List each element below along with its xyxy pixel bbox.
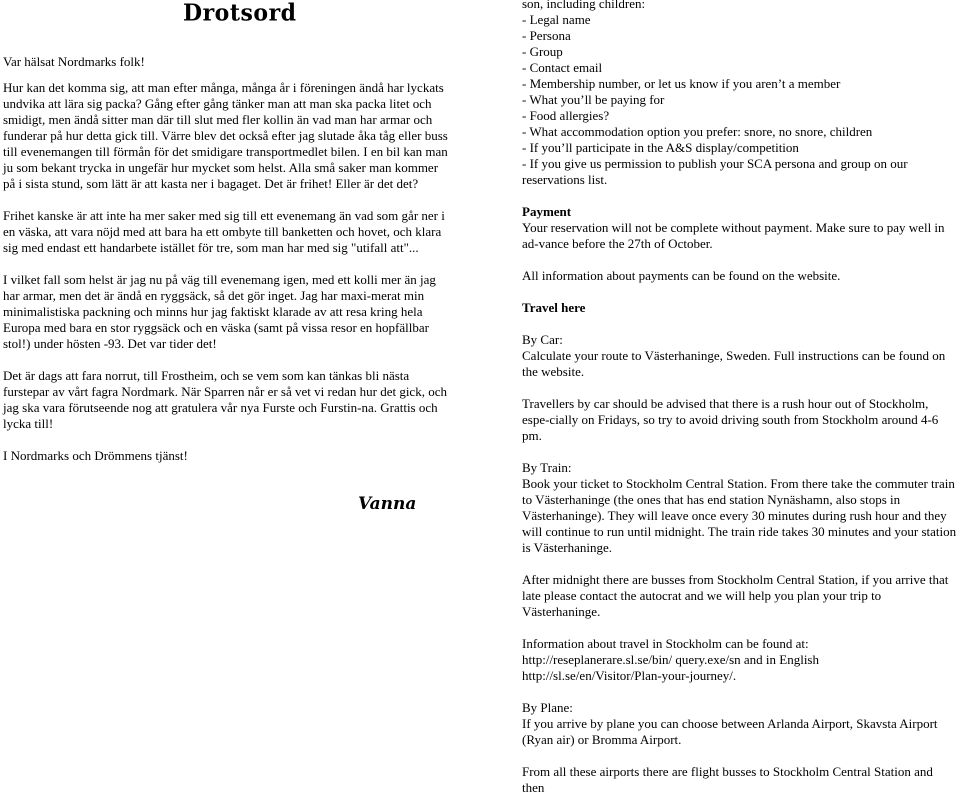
right-column-text: [522, 0, 958, 812]
plane-more: From all these airports there are flight busses to Stockholm Central Station and then: [522, 764, 933, 795]
paragraph: I Nordmarks och Drömmens tjänst!: [3, 448, 188, 463]
requirement-list: [522, 12, 958, 188]
list-item: - Contact email: [522, 60, 603, 75]
car-text: Calculate your route to Västerhaninge, Sweden. Full instructions can be found on the website.: [522, 348, 946, 379]
plane-heading: By Plane:: [522, 700, 573, 715]
list-item: - Legal name: [522, 12, 591, 27]
signature: Vanna: [358, 494, 417, 514]
travel-info: Information about travel in Stockholm can be found at: http://reseplanerare.sl.se/bin/ query.exe/sn and in English http://sl.se/en/Visitor/Plan-your-journey/.: [522, 636, 819, 683]
night-text: After midnight there are busses from Stockholm Central Station, if you arrive that late please contact the autocrat and we will help you plan your trip to Västerhaninge.: [522, 572, 949, 619]
car-heading: By Car:: [522, 332, 563, 347]
list-item: - Group: [522, 44, 563, 59]
paragraph: Frihet kanske är att inte ha mer saker med sig till ett evenemang än vad som går ner i en väska, att vara nöjd med att bara ha ett ombyte till banketten och hovet, och klara sig med endast ett handarbete istället för tre, som man har med sig "utifall att"...: [3, 208, 445, 255]
list-item: - What accommodation option you prefer: snore, no snore, children: [522, 124, 873, 139]
paragraph: Hur kan det komma sig, att man efter många, många år i föreningen ändå har lyckats undvika att lära sig packa? Gång efter gång tänker man att man ska packa litet och smidigt, men ändå sitter man där till slut med fler kollin än vad man har armar och funderar på hur detta gick till. Värre blev det också efter jag slutade åka tåg eller buss till evenemangen till förmån för det smidigare transportmedlet bilen. I en bil kan man ju som bekant trycka in ungefär hur mycket som helst. Alla små saker man kommer på i sista stund, som lätt är att kasta ner i bagaget. Det är frihet! Eller är det det?: [3, 80, 448, 191]
paragraph: I vilket fall som helst är jag nu på väg till evenemang igen, med ett kolli mer än jag har armar, men det är ändå en ryggsäck, så det gör inget. Jag har maxi-merat min minimalistiska packning och minns hur jag faktiskt klarade av att resa kring hela Europa med bara en stor ryggsäck och en väska (samt på vissa resor en hopfällbar stol!) under hösten -93. Det var tider det!: [3, 272, 436, 351]
list-item: - If you give us permission to publish your SCA persona and group on our reservations list.: [522, 156, 908, 187]
list-item: - Food allergies?: [522, 108, 610, 123]
intro: son, including children:: [522, 0, 646, 11]
left-column-text: [3, 80, 453, 480]
train-heading: By Train:: [522, 460, 572, 475]
list-item: - What you’ll be paying for: [522, 92, 665, 107]
list-item: - Membership number, or let us know if you aren’t a member: [522, 76, 841, 91]
train-text: Book your ticket to Stockholm Central Station. From there take the commuter train to Västerhaninge (the ones that has end station Nynäshamn, also stops in Västerhaninge). They will leave once every 30 minutes during rush hour and they will continue to run until midnight. The train ride takes 30 minutes and your station is Västerhaninge.: [522, 476, 957, 555]
paragraph: Det är dags att fara norrut, till Frostheim, och se vem som kan tänkas bli nästa furstepar av vårt fagra Nordmark. När Sparren når er så vet vi redan hur det gick, och jag ska vara förutseende nog att gratulera vår nya Furste och Furstin-na. Grattis och lycka till!: [3, 368, 447, 431]
greeting: Var hälsat Nordmarks folk!: [3, 54, 145, 69]
list-item: - If you’ll participate in the A&S display/competition: [522, 140, 799, 155]
travel-heading: Travel here: [522, 300, 586, 315]
car-advice: Travellers by car should be advised that there is a rush hour out of Stockholm, espe-cially on Fridays, so try to avoid driving south from Stockholm around 4-6 pm.: [522, 396, 939, 443]
payment-info: All information about payments can be found on the website.: [522, 268, 841, 283]
plane-text: If you arrive by plane you can choose between Arlanda Airport, Skavsta Airport (Ryan air) or Bromma Airport.: [522, 716, 938, 747]
list-item: - Persona: [522, 28, 571, 43]
payment-heading: Payment: [522, 204, 572, 219]
column-heading: Drotsord: [183, 0, 297, 27]
payment-text: Your reservation will not be complete without payment. Make sure to pay well in ad-vance before the 27th of October.: [522, 220, 945, 251]
